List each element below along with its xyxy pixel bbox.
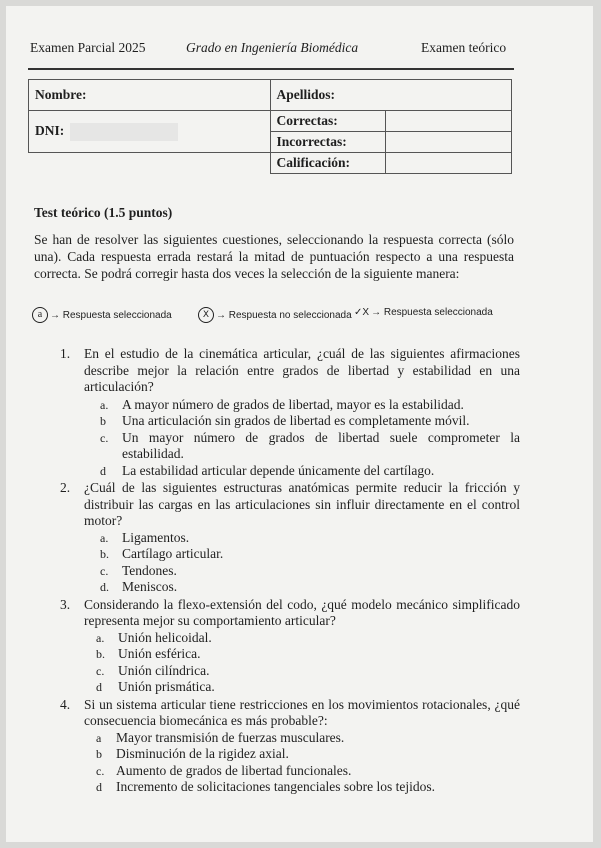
question-text: En el estudio de la cinemática articular, ¿cuál de las siguientes afirmaciones describe mejor la relación entre grados de libertad y estabilidad en una articulación? xyxy=(84,346,520,394)
circled-letter-icon: a xyxy=(32,307,48,323)
option-text: Un mayor número de grados de libertad suele comprometer la estabilidad. xyxy=(122,429,520,461)
option-1a[interactable] xyxy=(56,397,520,414)
incorrectas-label: Incorrectas: xyxy=(270,132,386,153)
option-letter: c. xyxy=(96,763,105,778)
instructions: Se han de resolver las siguientes cuestiones, seleccionando la respuesta correcta (sólo una). Cada respuesta errada restará la mitad de puntuación respecto a una respuesta correcta. Se podrá corregir hasta dos veces la selección de la siguiente manera: xyxy=(34,232,514,281)
option-letter: b. xyxy=(100,547,109,561)
nombre-cell[interactable] xyxy=(29,80,271,111)
option-text: Tendones. xyxy=(122,562,177,578)
question-number: 3. xyxy=(60,596,71,612)
option-2b[interactable] xyxy=(56,546,520,563)
option-text: La estabilidad articular depende únicamente del cartílago. xyxy=(122,462,435,478)
option-letter: c. xyxy=(100,430,109,445)
option-letter: a. xyxy=(96,630,105,645)
student-id-box xyxy=(28,79,512,174)
question-number: 1. xyxy=(60,346,71,361)
option-text: Unión esférica. xyxy=(118,646,201,661)
option-4b[interactable] xyxy=(56,746,520,763)
incorrectas-value[interactable] xyxy=(386,132,512,153)
option-text: Incremento de solicitaciones tangenciales sobre los tejidos. xyxy=(116,779,436,794)
option-text: Aumento de grados de libertad funcionales. xyxy=(116,762,352,778)
option-1c[interactable] xyxy=(56,430,520,463)
dni-redacted-value xyxy=(70,123,178,141)
option-letter: a. xyxy=(100,397,109,412)
option-letter: d xyxy=(96,680,102,694)
option-letter: b. xyxy=(96,647,105,661)
legend-reselected-text: → Respuesta seleccionada xyxy=(371,307,493,318)
option-letter: c. xyxy=(96,663,105,678)
option-letter: b xyxy=(96,747,102,761)
apellidos-label: Apellidos: xyxy=(276,87,336,102)
header-exam-title: Examen Parcial 2025 xyxy=(30,40,146,55)
question-list xyxy=(56,346,520,796)
question-number: 4. xyxy=(60,696,71,712)
calificacion-label: Calificación: xyxy=(270,153,386,174)
option-letter: b xyxy=(100,414,106,428)
option-4a[interactable] xyxy=(56,730,520,747)
apellidos-cell[interactable] xyxy=(270,80,512,111)
option-4c[interactable] xyxy=(56,763,520,780)
dni-cell[interactable] xyxy=(29,111,271,153)
legend-reselected xyxy=(354,307,493,318)
option-3d[interactable] xyxy=(56,679,520,696)
option-2a[interactable] xyxy=(56,530,520,547)
option-3a[interactable] xyxy=(56,630,520,647)
option-letter: a xyxy=(96,730,102,745)
option-text: Unión prismática. xyxy=(118,679,215,694)
option-1b[interactable] xyxy=(56,413,520,430)
legend-not-selected xyxy=(198,307,352,323)
question-text: Si un sistema articular tiene restricciones en los movimientos rotacionales, ¿qué consecuencia biomecánica es más probable?: xyxy=(84,696,520,728)
question-text: ¿Cuál de las siguientes estructuras anatómicas permite reducir la fricción y distribuir las cargas en las articulaciones sin influir directamente en el control motor? xyxy=(84,480,520,528)
option-text: Meniscos. xyxy=(122,579,178,594)
legend-not-selected-text: → Respuesta no seleccionada xyxy=(216,309,352,321)
question-1 xyxy=(56,346,520,396)
option-2c[interactable] xyxy=(56,563,520,580)
option-text: Disminución de la rigidez axial. xyxy=(116,746,289,761)
option-letter: a. xyxy=(100,530,109,545)
question-3 xyxy=(56,597,520,630)
header-divider xyxy=(28,68,514,70)
question-number: 2. xyxy=(60,480,71,495)
option-text: Unión helicoidal. xyxy=(118,629,212,645)
option-letter: c. xyxy=(100,563,109,578)
option-4d[interactable] xyxy=(56,779,520,796)
option-text: Una articulación sin grados de libertad es completamente móvil. xyxy=(122,413,470,428)
dni-label: DNI: xyxy=(35,122,65,138)
header-degree: Grado en Ingeniería Biomédica xyxy=(186,40,359,55)
question-2 xyxy=(56,480,520,530)
option-3b[interactable] xyxy=(56,646,520,663)
correctas-label: Correctas: xyxy=(270,111,386,132)
option-text: A mayor número de grados de libertad, mayor es la estabilidad. xyxy=(122,396,464,412)
header-exam-type: Examen teórico xyxy=(421,40,507,55)
legend-selected-text: → Respuesta seleccionada xyxy=(50,309,172,321)
empty-cell xyxy=(29,153,271,174)
question-text: Considerando la flexo-extensión del codo, ¿qué modelo mecánico simplificado representa mejor su comportamiento articular? xyxy=(84,596,520,628)
checked-crossed-circle-icon: ✓X xyxy=(354,307,370,318)
legend-selected xyxy=(32,307,172,323)
option-text: Mayor transmisión de fuerzas musculares. xyxy=(116,729,345,745)
option-1d[interactable] xyxy=(56,463,520,480)
calificacion-value[interactable] xyxy=(386,153,512,174)
crossed-circle-icon: X xyxy=(198,307,214,323)
option-letter: d xyxy=(96,780,102,794)
option-letter: d xyxy=(100,463,106,478)
option-3c[interactable] xyxy=(56,663,520,680)
section-title: Test teórico (1.5 puntos) xyxy=(34,205,173,220)
option-text: Unión cilíndrica. xyxy=(118,662,210,678)
option-letter: d. xyxy=(100,580,109,594)
option-text: Ligamentos. xyxy=(122,529,190,545)
nombre-label: Nombre: xyxy=(35,87,87,102)
option-text: Cartílago articular. xyxy=(122,546,224,561)
correctas-value[interactable] xyxy=(386,111,512,132)
option-2d[interactable] xyxy=(56,579,520,596)
question-4 xyxy=(56,697,520,730)
